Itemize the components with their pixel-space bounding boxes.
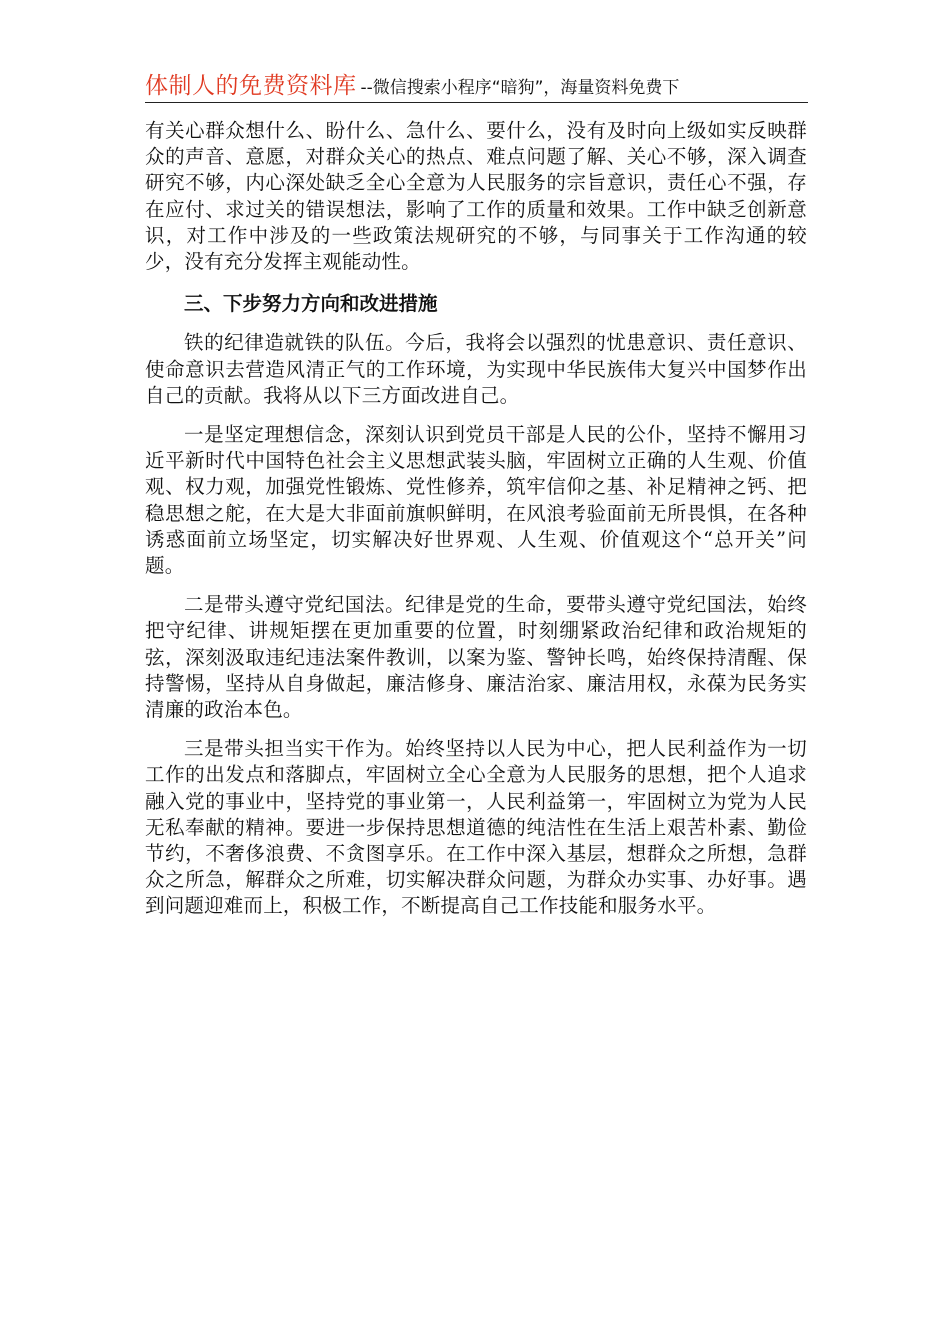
document-body bbox=[145, 118, 807, 933]
header-divider bbox=[145, 102, 808, 103]
paragraph-intro: 铁的纪律造就铁的队伍。今后，我将会以强烈的忧患意识、责任意识、使命意识去营造风清正气的工作环境，为实现中华民族伟大复兴中国梦作出自己的贡献。我将从以下三方面改进自己。 bbox=[145, 331, 807, 407]
section-heading: 三、下步努力方向和改进措施 bbox=[184, 292, 438, 316]
paragraph-point-one: 一是坚定理想信念，深刻认识到党员干部是人民的公仆，坚持不懈用习近平新时代中国特色社会主义思想武装头脑，牢固树立正确的人生观、价值观、权力观，加强党性锻炼、党性修养，筑牢信仰之基、补足精神之钙、把稳思想之舵，在大是大非面前旗帜鲜明，在风浪考验面前无所畏惧，在各种诱惑面前立场坚定，切实解决好世界观、人生观、价值观这个“总开关”问题。 bbox=[145, 423, 807, 578]
paragraph-point-three: 三是带头担当实干作为。始终坚持以人民为中心，把人民利益作为一切工作的出发点和落脚点，牢固树立全心全意为人民服务的思想，把个人追求融入党的事业中，坚持党的事业第一，人民利益第一，牢固树立为党为人民无私奉献的精神。要进一步保持思想道德的纯洁性在生活上艰苦朴素、勤俭节约，不奢侈浪费、不贪图享乐。在工作中深入基层，想群众之所想，急群众之所急，解群众之所难，切实解决群众问题，为群众办实事、办好事。遇到问题迎难而上，积极工作，不断提高自己工作技能和服务水平。 bbox=[145, 737, 807, 918]
header-slogan: --微信搜索小程序“暗狗”，海量资料免费下 bbox=[360, 78, 680, 98]
paragraph-point-two: 二是带头遵守党纪国法。纪律是党的生命，要带头遵守党纪国法，始终把守纪律、讲规矩摆在更加重要的位置，时刻绷紧政治纪律和政治规矩的弦，深刻汲取违纪违法案件教训，以案为鉴、警钟长鸣，始终保持清醒、保持警惕，坚持从自身做起，廉洁修身、廉洁治家、廉洁用权，永葆为民务实清廉的政治本色。 bbox=[145, 593, 807, 722]
header-brand: 体制人的免费资料库 bbox=[145, 73, 357, 99]
page-header bbox=[145, 70, 805, 102]
paragraph-continuation: 有关心群众想什么、盼什么、急什么、要什么，没有及时向上级如实反映群众的声音、意愿，对群众关心的热点、难点问题了解、关心不够，深入调查研究不够，内心深处缺乏全心全意为人民服务的宗旨意识，责任心不强，存在应付、求过关的错误想法，影响了工作的质量和效果。工作中缺乏创新意识，对工作中涉及的一些政策法规研究的不够，与同事关于工作沟通的较少，没有充分发挥主观能动性。 bbox=[145, 119, 807, 274]
